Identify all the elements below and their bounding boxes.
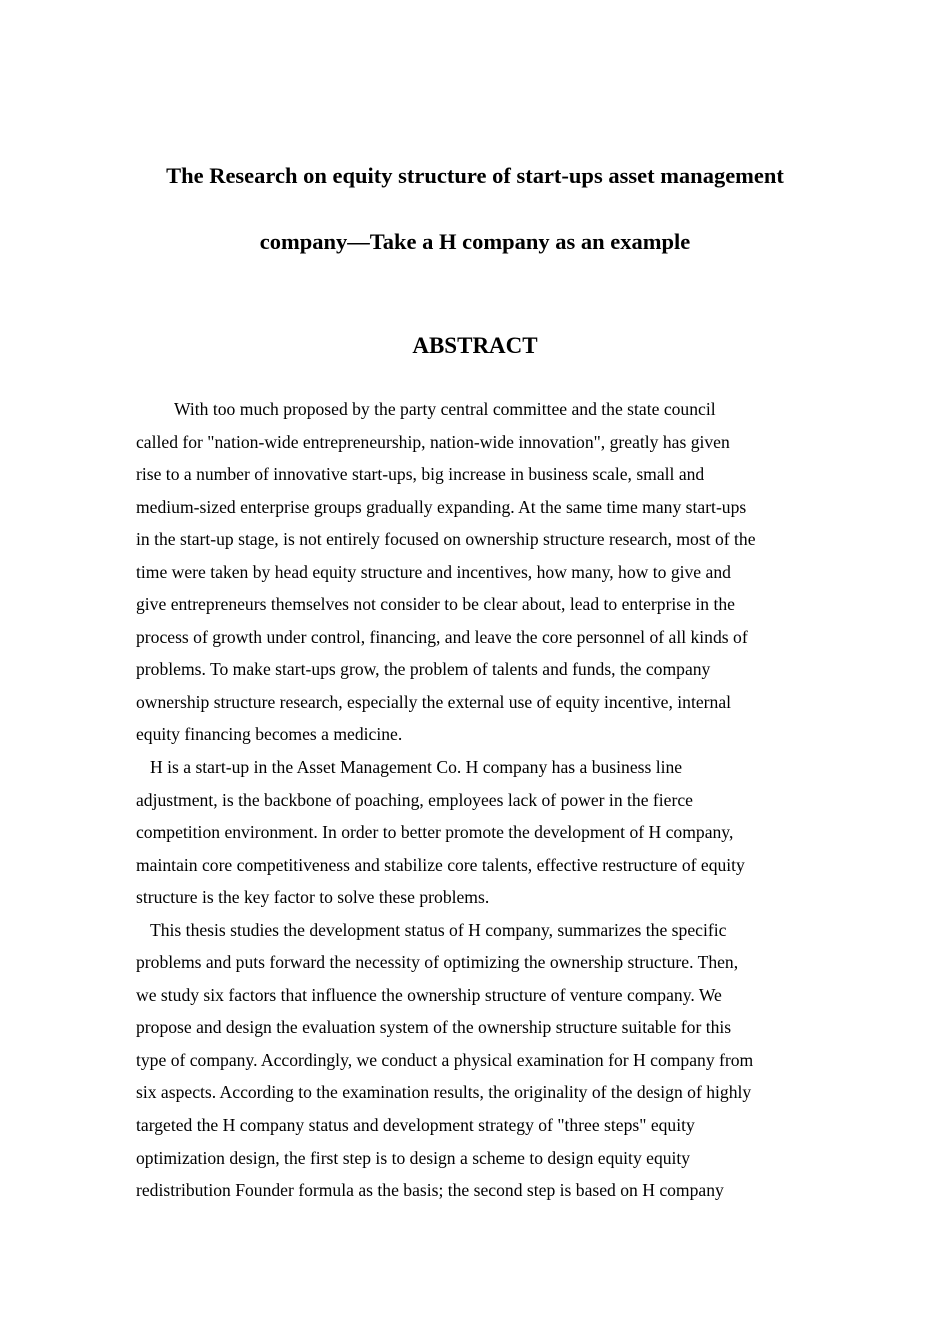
text-line: process of growth under control, financing, and leave the core personnel of all kinds of — [136, 626, 748, 647]
text-line: This thesis studies the development status of H company, summarizes the specific — [150, 919, 727, 940]
text-line: in the start-up stage, is not entirely focused on ownership structure research, most of the — [136, 529, 756, 550]
text-line: medium-sized enterprise groups gradually expanding. At the same time many start-ups — [136, 496, 747, 517]
text-line: type of company. Accordingly, we conduct a physical examination for H company from — [136, 1049, 754, 1070]
text-line: rise to a number of innovative start-ups, big increase in business scale, small and — [136, 464, 705, 485]
text-line: equity financing becomes a medicine. — [136, 724, 403, 745]
text-line: H is a start-up in the Asset Management Co. H company has a business line — [150, 757, 683, 778]
text-line: maintain core competitiveness and stabilize core talents, effective restructure of equity — [136, 854, 745, 875]
paragraph-3 — [136, 914, 816, 1207]
text-line: six aspects. According to the examination results, the originality of the design of highly — [136, 1082, 752, 1103]
text-line: give entrepreneurs themselves not consider to be clear about, lead to enterprise in the — [136, 594, 735, 615]
title-line-1: The Research on equity structure of start-ups asset management — [166, 163, 784, 188]
text-line: optimization design, the first step is to design a scheme to design equity equity — [136, 1147, 691, 1168]
title-line-2: company—Take a H company as an example — [259, 229, 691, 254]
document-title — [120, 143, 830, 275]
text-line: called for "nation-wide entrepreneurship, nation-wide innovation", greatly has given — [136, 431, 730, 452]
text-line: we study six factors that influence the ownership structure of venture company. We — [136, 984, 722, 1005]
text-line: structure is the key factor to solve these problems. — [136, 887, 490, 908]
text-line: redistribution Founder formula as the basis; the second step is based on H company — [136, 1180, 724, 1201]
text-line: competition environment. In order to better promote the development of H company, — [136, 822, 734, 843]
text-line: problems. To make start-ups grow, the problem of talents and funds, the company — [136, 659, 711, 680]
text-line: time were taken by head equity structure and incentives, how many, how to give and — [136, 561, 731, 582]
text-line: ownership structure research, especially the external use of equity incentive, internal — [136, 691, 732, 712]
paragraph-1 — [136, 393, 816, 751]
text-line: problems and puts forward the necessity of optimizing the ownership structure. Then, — [136, 952, 739, 973]
abstract-heading: ABSTRACT — [412, 333, 538, 358]
text-line: propose and design the evaluation system of the ownership structure suitable for this — [136, 1017, 732, 1038]
text-line: adjustment, is the backbone of poaching, employees lack of power in the fierce — [136, 789, 693, 810]
abstract-body — [136, 393, 816, 1207]
text-line: With too much proposed by the party central committee and the state council — [174, 399, 716, 419]
text-line: targeted the H company status and development strategy of "three steps" equity — [136, 1115, 695, 1136]
paragraph-2 — [136, 751, 816, 914]
